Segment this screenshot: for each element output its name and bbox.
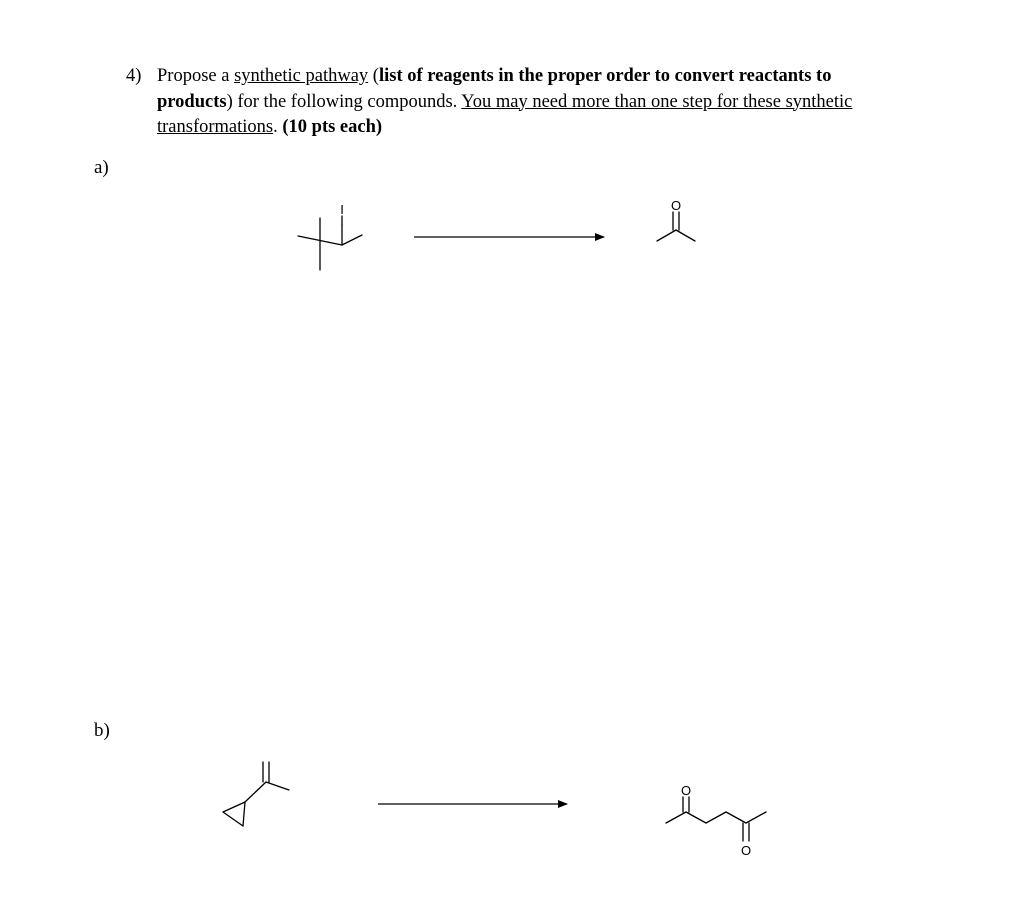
- part-a-reactant-structure: [298, 216, 362, 270]
- q-text-7: .: [273, 117, 283, 137]
- q-text-reagents-instruction: list of reagents in the proper order to convert reactants to products: [157, 66, 832, 112]
- part-b-oxygen-label-bottom: O: [740, 843, 752, 858]
- part-b-oxygen-label-top: O: [680, 783, 692, 798]
- q-text-points: (10 pts each): [282, 117, 383, 137]
- q-text-3: (: [368, 66, 379, 86]
- part-b-label: b): [94, 720, 110, 741]
- part-a-oxygen-label: O: [670, 198, 682, 213]
- part-a-iodine-label: I: [340, 202, 344, 217]
- q-text-1: Propose a: [157, 66, 235, 86]
- question-number: 4): [126, 66, 142, 86]
- part-b-reactant-structure: [223, 762, 289, 826]
- part-a-product-structure: [657, 212, 695, 241]
- part-a-label: a): [94, 157, 109, 178]
- q-text-multistep-note: You may need more than one step for these synthetic transformations: [157, 91, 853, 137]
- q-text-synthetic-pathway: synthetic pathway: [234, 66, 369, 86]
- part-b-product-structure: [666, 797, 766, 841]
- q-text-5: ) for the following compounds.: [226, 91, 462, 112]
